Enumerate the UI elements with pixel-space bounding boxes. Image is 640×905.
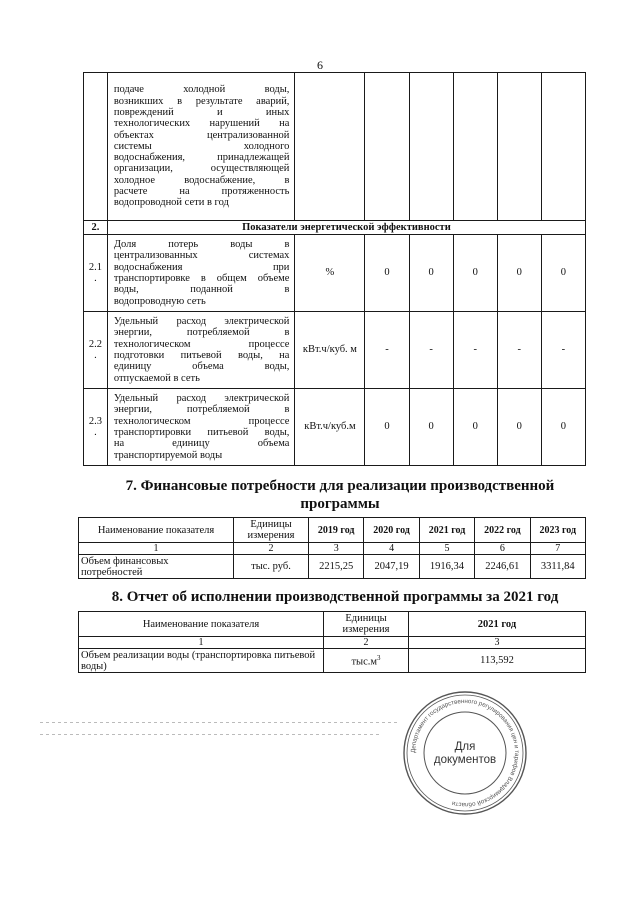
indicators-table bbox=[83, 72, 586, 466]
row-value: 0 bbox=[409, 235, 453, 312]
row-value: 0 bbox=[453, 389, 497, 466]
column-header: 2021 год bbox=[419, 518, 474, 543]
header-row bbox=[79, 612, 586, 637]
row-unit: % bbox=[295, 235, 365, 312]
index-row: 1 2 3 4 5 6 7 bbox=[79, 543, 586, 555]
row-value: 0 bbox=[365, 389, 409, 466]
header-row bbox=[79, 518, 586, 543]
row-unit: $тыс.м^3$ bbox=[324, 649, 409, 673]
column-header: Наименование показателя bbox=[79, 612, 324, 637]
column-header: 2019 год bbox=[309, 518, 364, 543]
column-header: 2021 год bbox=[409, 612, 586, 637]
scan-artifact bbox=[40, 734, 380, 735]
row-number: 2.1 . bbox=[84, 235, 108, 312]
column-header: Наименование показателя bbox=[79, 518, 234, 543]
scan-artifact bbox=[40, 722, 400, 723]
row-value: - bbox=[497, 312, 541, 389]
row-value: 0 bbox=[497, 235, 541, 312]
section-title: Показатели энергетической эффективности bbox=[107, 221, 585, 235]
row-description: Удельный расход электрической энергии, потребляемой в технологическом процессе транспортировки питьевой воды, на единицу объема транспортируемой воды bbox=[107, 389, 295, 466]
stamp-center-text: Для документов bbox=[433, 741, 497, 766]
row-description: Удельный расход электрической энергии, потребляемой в технологическом процессе подготовки питьевой воды, на единицу объема воды, отпускаемой в сеть bbox=[107, 312, 295, 389]
row-value: 0 bbox=[365, 235, 409, 312]
row-name: Объем реализации воды (транспортировка питьевой воды) bbox=[79, 649, 324, 673]
section-number: 2. bbox=[84, 221, 108, 235]
column-header: Единицы измерения bbox=[234, 518, 309, 543]
row-value: 0 bbox=[453, 235, 497, 312]
row-unit: кВт.ч/куб.м bbox=[295, 389, 365, 466]
row-value: - bbox=[453, 312, 497, 389]
row-value: - bbox=[541, 312, 585, 389]
row-number: 2.3 . bbox=[84, 389, 108, 466]
page-number: 6 bbox=[317, 58, 323, 72]
row-value: 0 bbox=[541, 389, 585, 466]
row-unit: кВт.ч/куб. м bbox=[295, 312, 365, 389]
table-row bbox=[84, 235, 586, 312]
continued-description: подаче холодной воды, возникших в результате аварий, повреждений и иных технологических нарушений на объектах централизованной системы холодного водоснабжения, принадлежащей организации, осуществляющей холодное водоснабжение, в расчете на протяженность водопроводной сети в год bbox=[107, 73, 295, 221]
row-value: - bbox=[409, 312, 453, 389]
table-row bbox=[79, 555, 586, 579]
table-row bbox=[84, 312, 586, 389]
column-header: Единицы измерения bbox=[324, 612, 409, 637]
row-number: 2.2 . bbox=[84, 312, 108, 389]
section7-heading: 7. Финансовые потребности для реализации производственной программы bbox=[125, 478, 555, 512]
index-row: 1 2 3 bbox=[79, 637, 586, 649]
financial-needs-table bbox=[78, 517, 586, 579]
row-value: 0 bbox=[541, 235, 585, 312]
column-header: 2022 год bbox=[475, 518, 530, 543]
program-report-table bbox=[78, 611, 586, 673]
column-header: 2023 год bbox=[530, 518, 585, 543]
row-value: 113,592 bbox=[409, 649, 586, 673]
table-row bbox=[79, 649, 586, 673]
stamp-ring-text: Департамент государственного регулирования цен и тарифов Владимирской области bbox=[409, 697, 521, 809]
section8-heading: 8. Отчет об исполнении производственной программы за 2021 год bbox=[111, 589, 559, 605]
table-row bbox=[84, 389, 586, 466]
row-value: - bbox=[365, 312, 409, 389]
row-value: 0 bbox=[409, 389, 453, 466]
row-description: Доля потерь воды в централизованных системах водоснабжения при транспортировке в общем объеме воды, поданной в водопроводную сеть bbox=[107, 235, 295, 312]
row-value: 2047,19 bbox=[364, 555, 419, 579]
column-header: 2020 год bbox=[364, 518, 419, 543]
row-value: 0 bbox=[497, 389, 541, 466]
row-value: 3311,84 bbox=[530, 555, 585, 579]
table-row bbox=[84, 73, 586, 221]
row-value: 1916,34 bbox=[419, 555, 474, 579]
row-name: Объем финансовых потребностей bbox=[79, 555, 234, 579]
row-value: 2215,25 bbox=[309, 555, 364, 579]
row-value: 2246,61 bbox=[475, 555, 530, 579]
row-unit: тыс. руб. bbox=[234, 555, 309, 579]
section-row bbox=[84, 221, 586, 235]
